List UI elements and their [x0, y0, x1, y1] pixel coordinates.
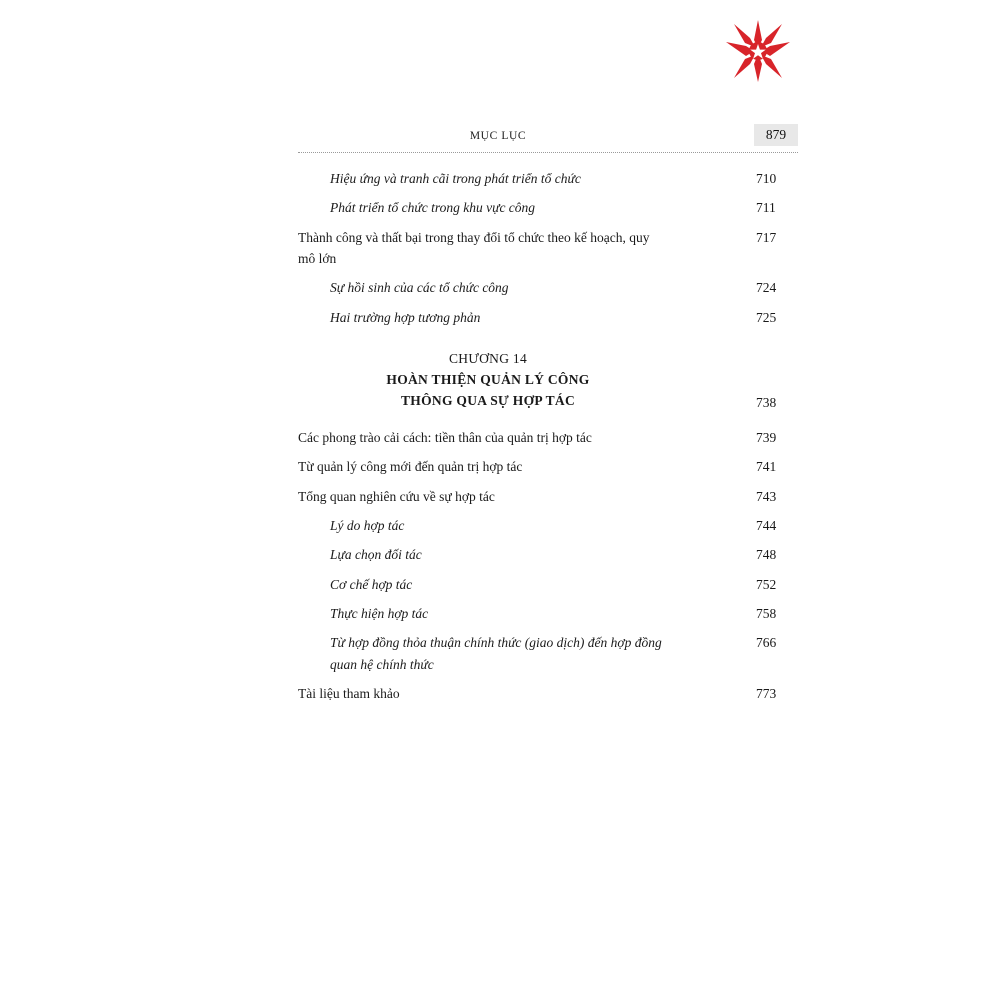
- toc-entry-label: Thành công và thất bại trong thay đổi tổ chức theo kế hoạch, quy mô lớn: [298, 229, 650, 266]
- toc-entry[interactable]: [298, 168, 798, 189]
- toc-entry-page: 739: [756, 430, 777, 446]
- toc-entry-page: 743: [756, 488, 777, 504]
- toc-entry-page: 710: [756, 171, 777, 186]
- toc-entry-label: Lựa chọn đối tác: [330, 547, 422, 563]
- toc-entry[interactable]: [298, 277, 798, 298]
- toc-entry-page: 752: [756, 576, 777, 592]
- chapter-heading: [298, 348, 798, 411]
- toc-entry[interactable]: [298, 574, 798, 595]
- toc-entry[interactable]: [298, 632, 798, 675]
- toc-entry[interactable]: [298, 683, 798, 704]
- toc-entry[interactable]: [298, 427, 798, 448]
- page-number-badge: 879: [754, 124, 798, 146]
- toc-list-before-chapter: [298, 168, 798, 328]
- toc-entry-label: Lý do hợp tác: [330, 518, 405, 534]
- chapter-title-line-2: THÔNG QUA SỰ HỢP TÁC: [400, 393, 576, 409]
- running-head-divider: [298, 152, 798, 153]
- red-starburst-logo: [722, 18, 794, 84]
- toc-entry-page: 717: [756, 229, 777, 245]
- running-head: [298, 126, 798, 154]
- chapter-heading-lines: [298, 348, 678, 411]
- toc-entry-label: Tổng quan nghiên cứu về sự hợp tác: [298, 488, 495, 504]
- toc-entry-label: Hiệu ứng và tranh cãi trong phát triển tổ chức: [330, 171, 581, 186]
- toc-entry-page: 744: [756, 518, 777, 534]
- toc-entry[interactable]: [298, 544, 798, 565]
- toc-entry-page: 741: [756, 459, 777, 475]
- toc-entry-page: 711: [756, 200, 776, 216]
- toc-entry-label: Hai trường hợp tương phản: [330, 309, 481, 325]
- chapter-page-number: 738: [756, 395, 777, 411]
- toc-entry[interactable]: [298, 307, 798, 328]
- toc-entry-label: Tài liệu tham khảo: [298, 686, 400, 702]
- toc-entry[interactable]: [298, 603, 798, 624]
- toc-entry-page: 724: [756, 280, 777, 296]
- chapter-number: CHƯƠNG 14: [448, 350, 528, 366]
- toc-entry-label: Các phong trào cải cách: tiền thân của quản trị hợp tác: [298, 430, 592, 446]
- chapter-title-line-1: HOÀN THIỆN QUẢN LÝ CÔNG: [386, 372, 590, 388]
- toc-entry-label: Sự hồi sinh của các tổ chức công: [330, 280, 509, 296]
- toc-entry-label: Phát triển tổ chức trong khu vực công: [330, 200, 536, 216]
- toc-entry-page: 766: [756, 635, 777, 651]
- toc-entry[interactable]: [298, 197, 798, 218]
- toc-entry-label: Từ quản lý công mới đến quản trị hợp tác: [298, 459, 523, 475]
- toc-entry-page: 773: [756, 686, 777, 702]
- toc-entry[interactable]: [298, 456, 798, 477]
- table-of-contents: [298, 168, 798, 712]
- toc-entry-page: 748: [756, 547, 777, 563]
- toc-entry-label: Thực hiện hợp tác: [330, 606, 429, 622]
- toc-entry-page: 725: [756, 309, 777, 325]
- toc-entry-label: Từ hợp đồng thỏa thuận chính thức (giao dịch) đến hợp đồng quan hệ chính thức: [330, 635, 662, 672]
- toc-entry-label: Cơ chế hợp tác: [330, 576, 413, 592]
- toc-entry-page: 758: [756, 606, 777, 622]
- toc-list-after-chapter: [298, 427, 798, 704]
- toc-entry[interactable]: [298, 486, 798, 507]
- running-head-title: MỤC LỤC: [469, 130, 527, 142]
- toc-entry[interactable]: [298, 227, 798, 270]
- toc-entry[interactable]: [298, 515, 798, 536]
